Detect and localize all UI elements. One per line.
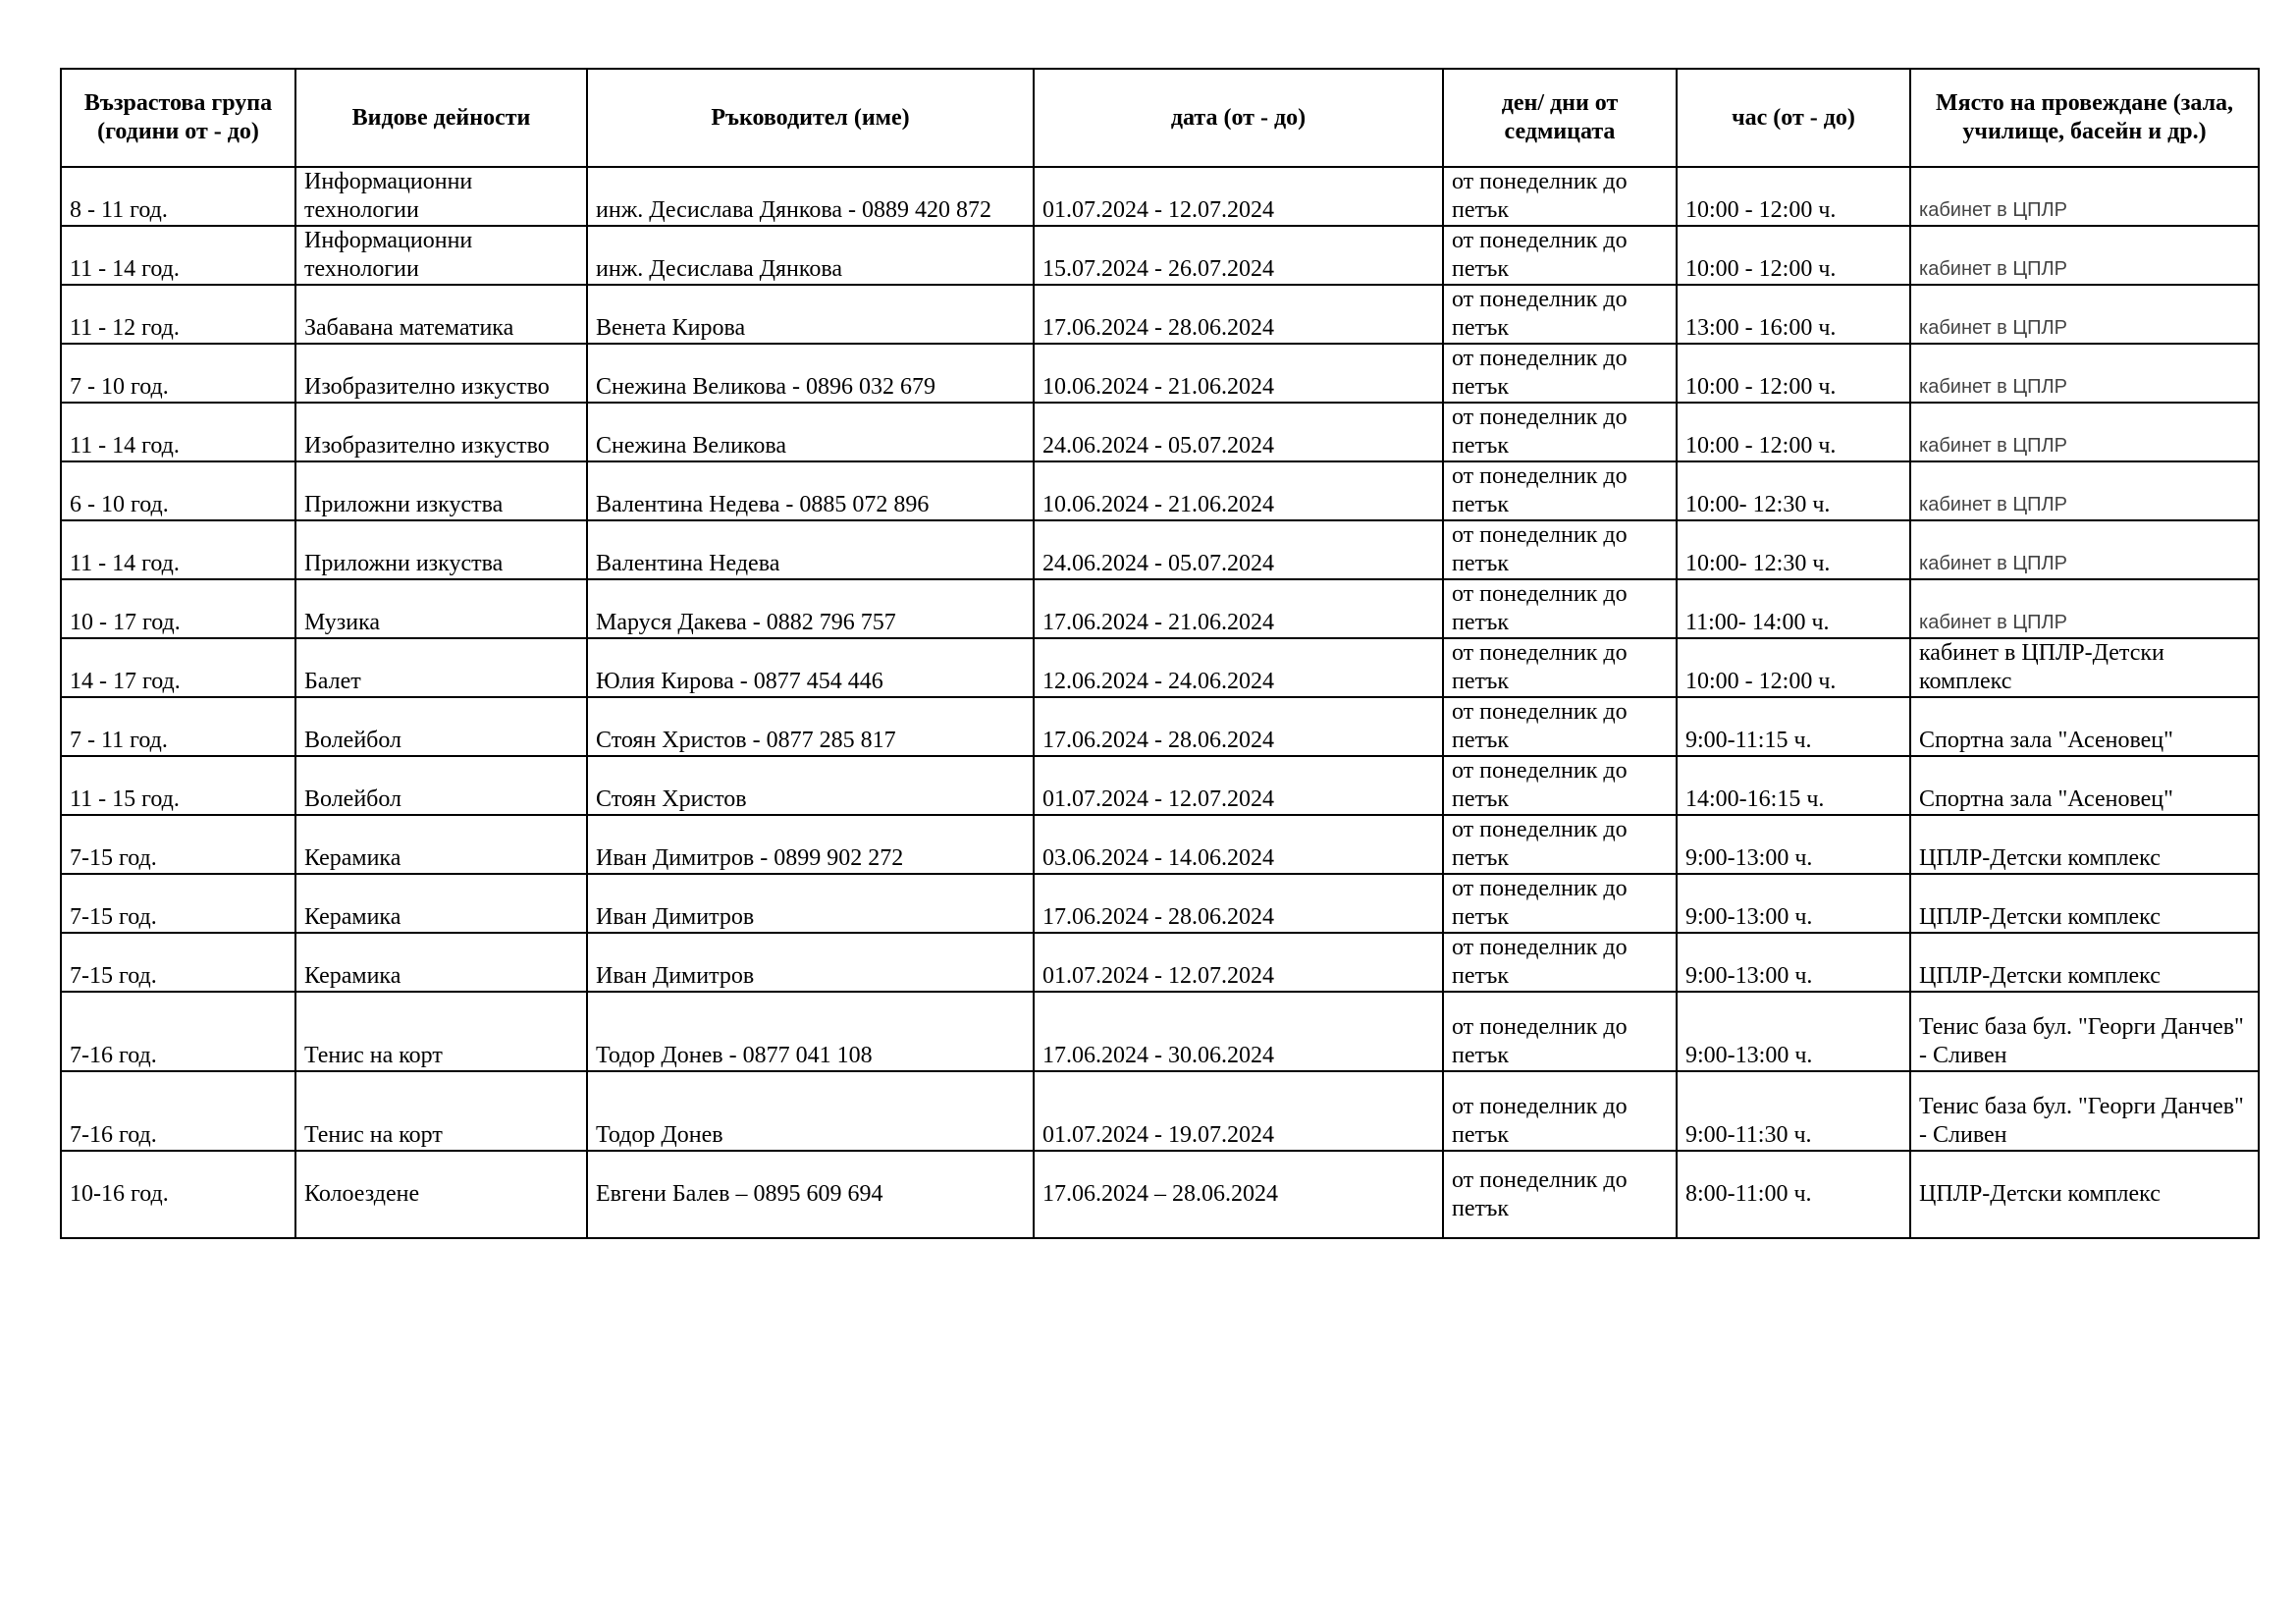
cell-age-group: 11 - 15 год.: [61, 756, 295, 815]
cell-date: 17.06.2024 - 30.06.2024: [1034, 992, 1443, 1071]
header-time: час (от - до): [1677, 69, 1910, 167]
cell-activity: Волейбол: [295, 697, 587, 756]
cell-days: от понеделник до петък: [1443, 579, 1677, 638]
cell-activity: Колоездене: [295, 1151, 587, 1238]
cell-date: 01.07.2024 - 19.07.2024: [1034, 1071, 1443, 1151]
table-row: [61, 579, 2259, 638]
cell-time: 8:00-11:00 ч.: [1677, 1151, 1910, 1238]
cell-days: от понеделник до петък: [1443, 874, 1677, 933]
cell-location: кабинет в ЦПЛР: [1910, 579, 2259, 638]
cell-days: от понеделник до петък: [1443, 992, 1677, 1071]
cell-time: 10:00 - 12:00 ч.: [1677, 226, 1910, 285]
cell-age-group: 8 - 11 год.: [61, 167, 295, 226]
cell-date: 10.06.2024 - 21.06.2024: [1034, 461, 1443, 520]
cell-time: 9:00-13:00 ч.: [1677, 815, 1910, 874]
cell-leader: Иван Димитров: [587, 874, 1034, 933]
cell-location: кабинет в ЦПЛР: [1910, 226, 2259, 285]
cell-activity: Информационни технологии: [295, 167, 587, 226]
cell-date: 17.06.2024 - 28.06.2024: [1034, 285, 1443, 344]
cell-location: кабинет в ЦПЛР-Детски комплекс: [1910, 638, 2259, 697]
cell-days: от понеделник до петък: [1443, 697, 1677, 756]
cell-location: Тенис база бул. "Георги Данчев" - Сливен: [1910, 1071, 2259, 1151]
cell-days: от понеделник до петък: [1443, 756, 1677, 815]
cell-location: кабинет в ЦПЛР: [1910, 520, 2259, 579]
cell-date: 03.06.2024 - 14.06.2024: [1034, 815, 1443, 874]
cell-time: 11:00- 14:00 ч.: [1677, 579, 1910, 638]
cell-time: 9:00-13:00 ч.: [1677, 992, 1910, 1071]
cell-age-group: 11 - 14 год.: [61, 403, 295, 461]
cell-age-group: 7 - 11 год.: [61, 697, 295, 756]
cell-activity: Тенис на корт: [295, 992, 587, 1071]
table-row: [61, 461, 2259, 520]
cell-activity: Керамика: [295, 815, 587, 874]
cell-activity: Тенис на корт: [295, 1071, 587, 1151]
cell-time: 9:00-11:15 ч.: [1677, 697, 1910, 756]
table-row: [61, 756, 2259, 815]
cell-activity: Керамика: [295, 933, 587, 992]
cell-leader: Валентина Недева: [587, 520, 1034, 579]
cell-leader: Венета Кирова: [587, 285, 1034, 344]
cell-location: ЦПЛР-Детски комплекс: [1910, 874, 2259, 933]
cell-location: ЦПЛР-Детски комплекс: [1910, 933, 2259, 992]
cell-leader: Евгени Балев – 0895 609 694: [587, 1151, 1034, 1238]
cell-location: Спортна зала "Асеновец": [1910, 697, 2259, 756]
cell-days: от понеделник до петък: [1443, 933, 1677, 992]
cell-activity: Приложни изкуства: [295, 461, 587, 520]
table-row: [61, 638, 2259, 697]
cell-age-group: 7-16 год.: [61, 992, 295, 1071]
cell-time: 9:00-11:30 ч.: [1677, 1071, 1910, 1151]
cell-days: от понеделник до петък: [1443, 285, 1677, 344]
cell-age-group: 6 - 10 год.: [61, 461, 295, 520]
cell-activity: Приложни изкуства: [295, 520, 587, 579]
cell-age-group: 10-16 год.: [61, 1151, 295, 1238]
cell-activity: Изобразително изкуство: [295, 344, 587, 403]
cell-date: 17.06.2024 - 28.06.2024: [1034, 874, 1443, 933]
cell-age-group: 10 - 17 год.: [61, 579, 295, 638]
cell-time: 10:00- 12:30 ч.: [1677, 461, 1910, 520]
table-body: [61, 167, 2259, 1238]
cell-age-group: 14 - 17 год.: [61, 638, 295, 697]
cell-days: от понеделник до петък: [1443, 1151, 1677, 1238]
cell-days: от понеделник до петък: [1443, 167, 1677, 226]
cell-location: Спортна зала "Асеновец": [1910, 756, 2259, 815]
cell-days: от понеделник до петък: [1443, 638, 1677, 697]
cell-location: кабинет в ЦПЛР: [1910, 461, 2259, 520]
cell-date: 10.06.2024 - 21.06.2024: [1034, 344, 1443, 403]
cell-location: Тенис база бул. "Георги Данчев" - Сливен: [1910, 992, 2259, 1071]
cell-leader: Иван Димитров: [587, 933, 1034, 992]
cell-date: 15.07.2024 - 26.07.2024: [1034, 226, 1443, 285]
cell-leader: Маруся Дакева - 0882 796 757: [587, 579, 1034, 638]
cell-date: 24.06.2024 - 05.07.2024: [1034, 403, 1443, 461]
cell-date: 01.07.2024 - 12.07.2024: [1034, 756, 1443, 815]
cell-leader: Снежина Великова - 0896 032 679: [587, 344, 1034, 403]
table-row: [61, 1071, 2259, 1151]
cell-time: 9:00-13:00 ч.: [1677, 874, 1910, 933]
cell-activity: Информационни технологии: [295, 226, 587, 285]
cell-days: от понеделник до петък: [1443, 226, 1677, 285]
cell-days: от понеделник до петък: [1443, 1071, 1677, 1151]
table-row: [61, 167, 2259, 226]
cell-date: 12.06.2024 - 24.06.2024: [1034, 638, 1443, 697]
header-age-group: Възрастова група (години от - до): [61, 69, 295, 167]
cell-location: ЦПЛР-Детски комплекс: [1910, 1151, 2259, 1238]
cell-time: 10:00 - 12:00 ч.: [1677, 403, 1910, 461]
cell-date: 17.06.2024 - 28.06.2024: [1034, 697, 1443, 756]
cell-age-group: 7-15 год.: [61, 815, 295, 874]
cell-days: от понеделник до петък: [1443, 461, 1677, 520]
table-row: [61, 992, 2259, 1071]
cell-activity: Музика: [295, 579, 587, 638]
table-row: [61, 520, 2259, 579]
cell-leader: Иван Димитров - 0899 902 272: [587, 815, 1034, 874]
cell-age-group: 11 - 14 год.: [61, 520, 295, 579]
header-location: Място на провеждане (зала, училище, басейн и др.): [1910, 69, 2259, 167]
table-row: [61, 697, 2259, 756]
cell-age-group: 11 - 12 год.: [61, 285, 295, 344]
cell-leader: Тодор Донев: [587, 1071, 1034, 1151]
table-row: [61, 226, 2259, 285]
cell-age-group: 7-15 год.: [61, 933, 295, 992]
cell-date: 17.06.2024 - 21.06.2024: [1034, 579, 1443, 638]
table-header: [61, 69, 2259, 167]
cell-activity: Керамика: [295, 874, 587, 933]
cell-activity: Забавана математика: [295, 285, 587, 344]
cell-activity: Изобразително изкуство: [295, 403, 587, 461]
cell-date: 01.07.2024 - 12.07.2024: [1034, 167, 1443, 226]
cell-date: 17.06.2024 – 28.06.2024: [1034, 1151, 1443, 1238]
cell-time: 13:00 - 16:00 ч.: [1677, 285, 1910, 344]
cell-age-group: 7-15 год.: [61, 874, 295, 933]
cell-location: кабинет в ЦПЛР: [1910, 285, 2259, 344]
cell-days: от понеделник до петък: [1443, 815, 1677, 874]
cell-activity: Балет: [295, 638, 587, 697]
cell-time: 10:00 - 12:00 ч.: [1677, 344, 1910, 403]
table-row: [61, 285, 2259, 344]
table-row: [61, 933, 2259, 992]
cell-time: 9:00-13:00 ч.: [1677, 933, 1910, 992]
table-row: [61, 874, 2259, 933]
cell-leader: инж. Десислава Дянкова: [587, 226, 1034, 285]
cell-leader: Стоян Христов - 0877 285 817: [587, 697, 1034, 756]
cell-date: 01.07.2024 - 12.07.2024: [1034, 933, 1443, 992]
cell-days: от понеделник до петък: [1443, 403, 1677, 461]
cell-leader: Тодор Донев - 0877 041 108: [587, 992, 1034, 1071]
header-date: дата (от - до): [1034, 69, 1443, 167]
header-leader: Ръководител (име): [587, 69, 1034, 167]
cell-days: от понеделник до петък: [1443, 344, 1677, 403]
cell-leader: инж. Десислава Дянкова - 0889 420 872: [587, 167, 1034, 226]
table-row: [61, 344, 2259, 403]
cell-leader: Снежина Великова: [587, 403, 1034, 461]
header-days: ден/ дни от седмицата: [1443, 69, 1677, 167]
cell-location: кабинет в ЦПЛР: [1910, 403, 2259, 461]
cell-date: 24.06.2024 - 05.07.2024: [1034, 520, 1443, 579]
cell-time: 10:00 - 12:00 ч.: [1677, 638, 1910, 697]
cell-leader: Стоян Христов: [587, 756, 1034, 815]
cell-location: ЦПЛР-Детски комплекс: [1910, 815, 2259, 874]
cell-time: 10:00 - 12:00 ч.: [1677, 167, 1910, 226]
cell-leader: Валентина Недева - 0885 072 896: [587, 461, 1034, 520]
cell-location: кабинет в ЦПЛР: [1910, 344, 2259, 403]
table-row: [61, 815, 2259, 874]
header-row: [61, 69, 2259, 167]
cell-time: 14:00-16:15 ч.: [1677, 756, 1910, 815]
cell-age-group: 7 - 10 год.: [61, 344, 295, 403]
cell-location: кабинет в ЦПЛР: [1910, 167, 2259, 226]
schedule-table: [60, 68, 2260, 1239]
cell-time: 10:00- 12:30 ч.: [1677, 520, 1910, 579]
table-row: [61, 403, 2259, 461]
cell-leader: Юлия Кирова - 0877 454 446: [587, 638, 1034, 697]
table-row: [61, 1151, 2259, 1238]
cell-days: от понеделник до петък: [1443, 520, 1677, 579]
header-activity: Видове дейности: [295, 69, 587, 167]
cell-activity: Волейбол: [295, 756, 587, 815]
cell-age-group: 11 - 14 год.: [61, 226, 295, 285]
cell-age-group: 7-16 год.: [61, 1071, 295, 1151]
